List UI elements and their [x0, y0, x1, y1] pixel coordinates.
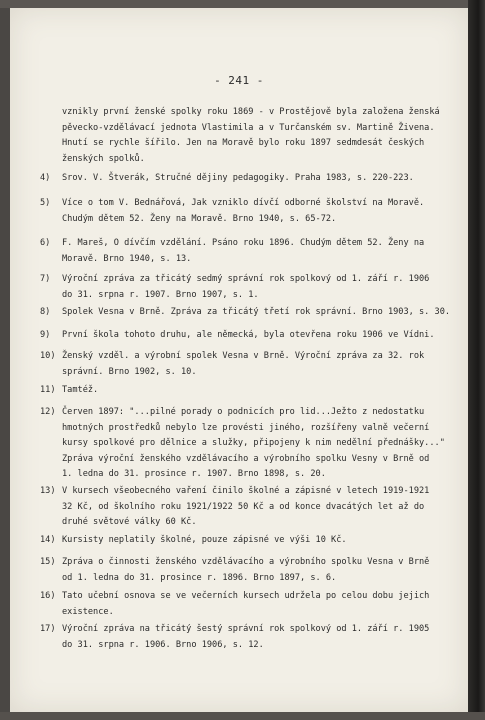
- footnote-number: 5): [40, 198, 51, 208]
- footnote-17: [40, 622, 440, 653]
- footnote-number: 10): [40, 351, 56, 361]
- footnote-7: [40, 272, 440, 303]
- scan-right-edge: [468, 0, 485, 720]
- footnote-5: [40, 196, 440, 227]
- footnote-16: [40, 589, 440, 620]
- document-page: [10, 8, 468, 712]
- footnote-line: F. Mareš, O dívčím vzdělání. Psáno roku 1896. Chudým dětem 52. Ženy na: [62, 238, 425, 248]
- footnote-line: Srov. V. Štverák, Stručné dějiny pedagogiky. Praha 1983, s. 220-223.: [62, 173, 414, 183]
- footnote-line: správní. Brno 1902, s. 10.: [62, 366, 197, 377]
- footnote-line: Výroční zpráva za třicátý sedmý správní rok spolkový od 1. září r. 1906: [62, 274, 430, 284]
- footnote-line: hmotných prostředků nebylo lze provésti jiného, rozšířeny valně večerní: [62, 422, 430, 433]
- page-number: - 241 -: [214, 74, 264, 87]
- footnote-line: Tamtéž.: [62, 385, 99, 395]
- footnote-line: Zpráva o činnosti ženského vzdělávacího a výrobního spolku Vesna v Brně: [62, 557, 430, 567]
- footnote-number: 14): [40, 535, 56, 545]
- footnote-line: Chudým dětem 52. Ženy na Moravě. Brno 1940, s. 65-72.: [62, 213, 337, 224]
- footnote-line: Výroční zpráva na třicátý šestý správní rok spolkový od 1. září r. 1905: [62, 624, 430, 634]
- footnote-11: [40, 383, 440, 399]
- footnote-4: [40, 171, 440, 187]
- scan-top-edge: [0, 0, 485, 8]
- footnote-8: [40, 305, 451, 321]
- footnote-line: Zpráva výroční ženského vzdělávacího a výrobního spolku Vesny v Brně od: [62, 453, 430, 464]
- footnote-line: Moravě. Brno 1940, s. 13.: [62, 253, 192, 264]
- footnote-line: Ženský vzděl. a výrobní spolek Vesna v Brně. Výroční zpráva za 32. rok: [62, 351, 425, 361]
- footnote-line: Tato učební osnova se ve večerních kursech udržela po celou dobu jejich: [62, 591, 430, 601]
- footnote-number: 13): [40, 486, 56, 496]
- footnote-number: 11): [40, 385, 56, 395]
- footnote-number: 4): [40, 173, 51, 183]
- footnote-15: [40, 555, 440, 586]
- footnote-line: První škola tohoto druhu, ale německá, byla otevřena roku 1906 ve Vídni.: [62, 330, 435, 340]
- footnote-line: Kursisty neplatily školné, pouze zápisné ve výši 10 Kč.: [62, 535, 347, 545]
- text-line: ženských spolků.: [62, 153, 145, 164]
- footnote-number: 16): [40, 591, 56, 601]
- footnote-number: 15): [40, 557, 56, 567]
- text-line: pěvecko-vzdělávací jednota Vlastimila a v Turčanském sv. Martině Živena.: [62, 122, 435, 133]
- footnote-number: 17): [40, 624, 56, 634]
- footnote-line: existence.: [62, 606, 114, 617]
- footnote-6: [40, 236, 440, 267]
- text-line: vznikly první ženské spolky roku 1869 - v Prostějově byla založena ženská: [62, 107, 440, 117]
- footnote-number: 6): [40, 238, 51, 248]
- scan-bottom-edge: [0, 712, 485, 720]
- footnote-line: od 1. ledna do 31. prosince r. 1896. Brno 1897, s. 6.: [62, 572, 337, 583]
- footnote-line: do 31. srpna r. 1907. Brno 1907, s. 1.: [62, 289, 259, 300]
- footnote-13: [40, 484, 440, 531]
- footnote-9: [40, 328, 440, 344]
- footnote-number: 8): [40, 307, 51, 317]
- text-line: Hnutí se rychle šířilo. Jen na Moravě bylo roku 1897 sedmdesát českých: [62, 138, 425, 148]
- footnote-line: kursy spolkové pro dělnice a služky, připojeny k nim nedělní přednášky...": [62, 438, 445, 448]
- footnote-line: Spolek Vesna v Brně. Zpráva za třicátý třetí rok správní. Brno 1903, s. 30.: [62, 307, 451, 317]
- intro-paragraph: [62, 105, 440, 167]
- footnote-line: do 31. srpna r. 1906. Brno 1906, s. 12.: [62, 639, 264, 650]
- footnote-line: V kursech všeobecného vaření činilo školné a zápisné v letech 1919-1921: [62, 486, 430, 496]
- footnote-10: [40, 349, 440, 380]
- footnote-line: Více o tom V. Bednářová, Jak vzniklo dívčí odborné školství na Moravě.: [62, 198, 425, 208]
- footnote-line: druhé světové války 60 Kč.: [62, 517, 197, 527]
- footnote-number: 7): [40, 274, 51, 284]
- footnote-number: 12): [40, 407, 56, 417]
- footnote-line: Červen 1897: "...pilné porady o podnicích pro lid...Ježto z nedostatku: [62, 407, 425, 417]
- footnote-14: [40, 533, 440, 549]
- footnote-line: 32 Kč, od školního roku 1921/1922 50 Kč a od konce dvacátých let až do: [62, 501, 425, 512]
- footnote-number: 9): [40, 330, 51, 340]
- footnote-12: [40, 405, 445, 483]
- footnote-line: 1. ledna do 31. prosince r. 1907. Brno 1898, s. 20.: [62, 469, 326, 479]
